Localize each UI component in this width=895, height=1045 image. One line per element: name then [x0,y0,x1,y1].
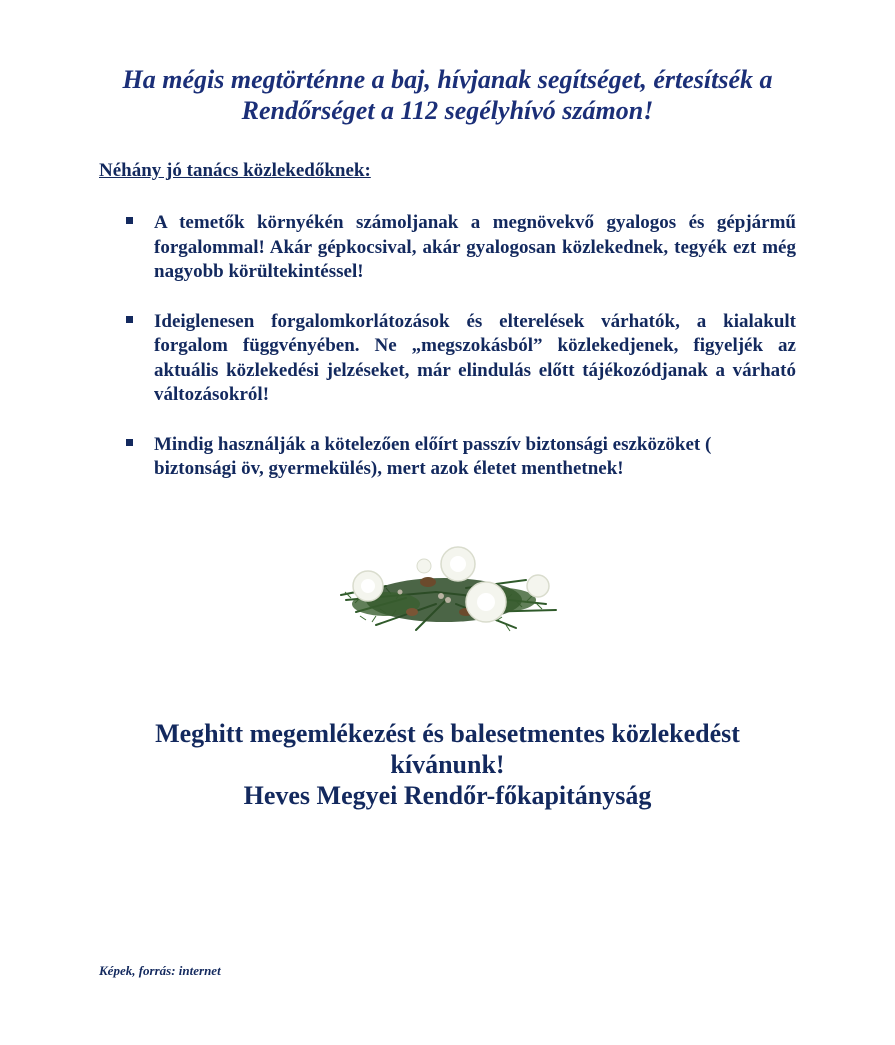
flower-arrangement-icon [316,500,570,687]
bullet-icon [126,217,133,224]
tip-text: Mindig használják a kötelezően előírt passzív biztonsági eszközöket ( biztonsági öv, gyermekülés), mert azok életet menthetnek! [154,433,712,479]
tip-text: Ideiglenesen forgalomkorlátozások és elterelések várhatók, a kialakult forgalom függvényében. Ne „megszokásból” közlekedjenek, figyeljék az aktuális közlekedési jelzéseket, már elindulás előtt tájékozódjanak a várható változásokról! [154,310,796,405]
closing-line: Meghitt megemlékezést és balesetmentes közlekedést [155,719,740,748]
closing-line: kívánunk! [390,750,505,779]
list-item [124,310,796,408]
tip-list [124,211,796,507]
tip-text: A temetők környékén számoljanak a megnövekvő gyalogos és gépjármű forgalommal! Akár gépkocsival, akár gyalogosan közlekednek, tegyék ezt még nagyobb körültekintéssel! [154,212,796,282]
bullet-icon [126,316,133,323]
list-item [124,211,796,285]
flower-arrangement-image [316,500,570,687]
list-item [124,433,796,482]
bullet-icon [126,439,133,446]
headline: Ha mégis megtörténne a baj, hívjanak segítséget, értesítsék a Rendőrséget a 112 segélyhívó számon! [122,65,773,125]
tips-heading: Néhány jó tanács közlekedőknek: [99,160,371,181]
signature-organization: Heves Megyei Rendőr-főkapitányság [243,781,652,810]
image-credit: Képek, forrás: internet [99,963,221,978]
closing-message [90,718,805,811]
